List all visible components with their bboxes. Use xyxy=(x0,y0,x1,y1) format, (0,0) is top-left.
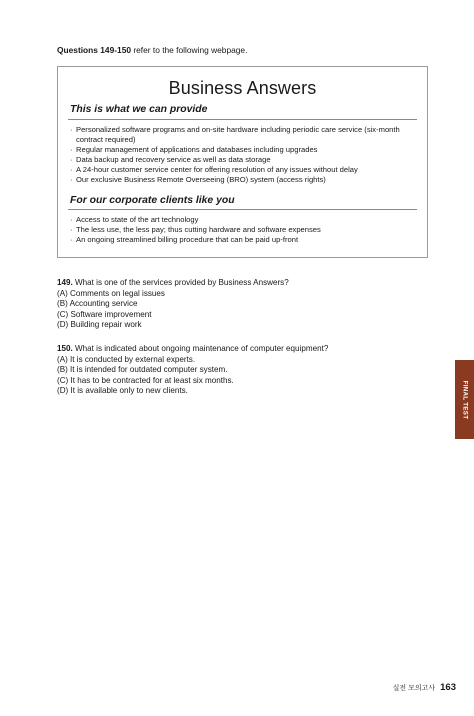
answer-option: (B) It is intended for outdated computer system. xyxy=(57,365,228,374)
question-stem xyxy=(57,344,328,355)
final-test-label: FINAL TEST xyxy=(461,380,468,419)
answer-option: (A) It is conducted by external experts. xyxy=(57,354,196,364)
answer-option: (C) It has to be contracted for at least six months. xyxy=(57,375,234,385)
footer-section: 실전 모의고사 xyxy=(392,685,436,692)
question-number: 150. xyxy=(57,344,73,353)
answer-option: (D) It is available only to new clients. xyxy=(57,386,188,395)
questions-range: Questions 149-150 xyxy=(57,45,132,55)
provide-list xyxy=(70,125,418,185)
questions-intro xyxy=(57,45,247,55)
page-footer xyxy=(393,682,456,693)
answer-option: (D) Building repair work xyxy=(57,320,142,329)
question-stem xyxy=(57,278,289,289)
webpage-title: Business Answers xyxy=(168,78,317,98)
question-text: What is one of the services provided by Business Answers? xyxy=(72,278,289,287)
answer-option: (A) Comments on legal issues xyxy=(57,288,165,298)
webpage-box xyxy=(57,66,428,258)
answer-option: (B) Accounting service xyxy=(57,299,138,308)
question-text: What is indicated about ongoing maintenance of computer equipment? xyxy=(72,344,329,353)
provide-heading: This is what we can provide xyxy=(70,104,208,115)
provide-item: · Data backup and recovery service as well as data storage xyxy=(70,155,418,165)
question-150 xyxy=(57,344,328,397)
clients-item: · An ongoing streamlined billing procedure that can be paid up-front xyxy=(70,235,418,245)
provide-divider xyxy=(68,119,417,120)
provide-item: · Regular management of applications and databases including upgrades xyxy=(70,145,418,155)
clients-heading: For our corporate clients like you xyxy=(70,195,235,206)
provide-item: · Our exclusive Business Remote Overseeing (BRO) system (access rights) xyxy=(70,175,418,185)
clients-divider xyxy=(68,209,417,210)
answer-option: (C) Software improvement xyxy=(57,309,152,319)
provide-item: · A 24-hour customer service center for offering resolution of any issues without delay xyxy=(70,165,418,175)
question-number: 149. xyxy=(57,278,73,287)
clients-item: · Access to state of the art technology xyxy=(70,215,418,225)
clients-list xyxy=(70,215,418,245)
clients-item: · The less use, the less pay; thus cutting hardware and software expenses xyxy=(70,225,418,235)
question-149 xyxy=(57,278,289,331)
provide-item: · Personalized software programs and on-site hardware including periodic care service (six-month contract required) xyxy=(70,125,418,145)
intro-text: refer to the following webpage. xyxy=(131,45,248,55)
final-test-tab xyxy=(455,360,474,439)
page-number: 163 xyxy=(440,682,456,693)
